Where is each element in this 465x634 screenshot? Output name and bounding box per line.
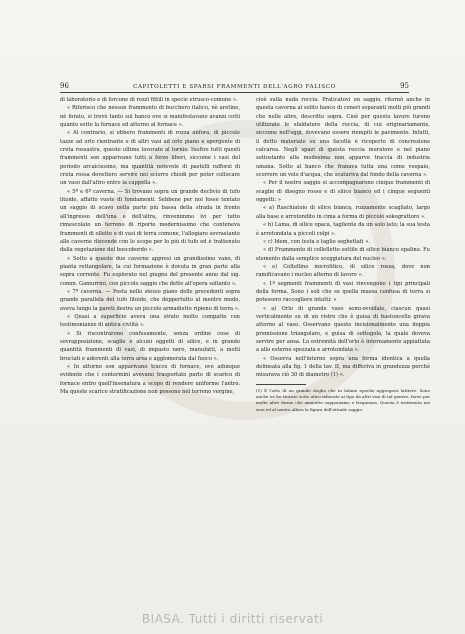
paragraph: « Al contrario, si ebbero frammenti di rozza anfora, di piccole tazze ad orlo rientrante e di altri vasi ad orlo piano e sporgente di creta rossastra, queste ultime lavorate al tornio. Inoltre tutti questi frammenti son apparivano tutti a forze liberi, siccome i vasi del periodo arcaicissimo, ma quantità notevole di pastelli rafforzi di creta rossa dovettero servire nei sciorre chiodi per poter collocare un vaso dall'altro entro la cappella ».: [60, 130, 240, 187]
list-item: « d) Frammento di collelletto sottile di silice bianco opalino. Fu elemento dalla semplice sceggiatura del nucleo ».: [256, 247, 430, 262]
right-page-number: 95: [400, 82, 409, 90]
list-item: « b) Lama, di silice opaca, tagliente da un solo lato; la sua testa è arrotondata a piccoli colpi ».: [256, 222, 430, 237]
paragraph: « Si riscontrarono confusamente, senza ordine cose di sovrapposizione, scaglie e alcuni oggetti di silice, e in grande quantità frammenti di vasi, di impasto nero, manufatti, a molti bruciati e aderenti alla terra arsa e agglomerata dal fuoco ».: [60, 330, 240, 362]
left-column: [60, 96, 240, 396]
copyright-stamp: BIASA. Tutti i diritti riservati: [141, 612, 324, 626]
paragraph: « Per il nostro saggio si accompagnarono cinque frammenti di scaglie di disegno rosso e di silice bianco ed i cinque seguenti oggetti: »: [256, 180, 430, 204]
list-item: « a) Orlo di grande vaso semi-ovoidale, ciascun quasi verticalmente su di un ristro che è guisa di bastoncello girava attorno al vaso. Osservano questo incisionalmente una doppia premissione triangolare, e guisa di sottogola, la quale doveva servire per ansa. Lo estremità dell'orlo è internamente appiattata a allo esterno spezzata e arrotondata ».: [256, 305, 430, 354]
list-item: « a) Raschiatoio di silice bianca, rozzamente scagliato, largo alla base e arrotondito in cima a forma di piccolo sokograttoro ».: [256, 205, 430, 220]
paragraph: « In attorno son apparivano tracce di fornace, ove adunque evidente che i contermini avevano trasportato parte di scarico di fornace entro quell'insenatura a scopo di rendere uniforme l'antro. Ma queste scarico stratificazione non possono nel terreno vergine,: [60, 364, 240, 396]
paragraph: « 1º segmenti frammenti di vasi rinvengono i tipi principali della forma. Sono i soli che se quella massa confusa di terra si potessero raccogliere intatti: »: [256, 280, 430, 304]
paragraph: « Sotto a queste due caverne appresi un grandissimo vano, di pianta rettangolare, la cui formazione è dovuta in gran parte alla sopra corrente. Fu esplorato nel giugno del presente anno dal sig. comm. Gamurrini, con piccolo saggio che dette all'opera soltanto ».: [60, 255, 240, 287]
paragraph: « Riferisco che nessun frammento di bucchero italico, nè aretino, nè forato, si trovò tanto sul banco ove si manifestavano avanzi cotti quanto sotto la fornace ed attorno al fornace ».: [60, 105, 240, 129]
header-rule: [60, 92, 409, 93]
paragraph: di laboratorio e di forcone di rozzi fittili in specie etrusco-comune ».: [60, 97, 238, 103]
page-header: [60, 82, 409, 90]
paragraph: « 7ª caverna. — Posta nello stesso piano delle precedenti sopra grande parallela del tufo litoide, che doppertutto al mentre modo, aveva lungo la pareti destra un piccolo armadietto ripieno di terra ».: [60, 288, 240, 312]
paragraph: cioè sulla nuda roccia. Praticatovi un saggio, ritornò anche in questa caverna al solito banco di ceneri separanti molti più grandi che nelle altre, descritto sopra. Cioè per questo lavoro furono utilizzate le sfaldature della roccia, di cui originariamente, siccome nell'oggi, dovevano essere riempiti le pavimento. Infatti, il detto materiale su una facoltà è ricoperto di concrezione calcarea. Negli spazi di questa roccia muratore e nel piano sottostante alla medesima non apparve traccia di industria umana. Sotto al banco che franava tutta una come vespaio, scorrere un velo d'acqua, che scaturiva dal fondo della caverna ».: [256, 97, 430, 179]
footnote-rule: [256, 384, 306, 385]
paragraph: « Quasi a superficie aveva una strato molto compatto con testimonianze di antica civiltà ».: [60, 313, 240, 329]
running-title: CAPITOLETTI E SPARSI FRAMMENTI DELL'AGRO FALISCO: [133, 84, 336, 90]
list-item: « e) Coltellino microlitico, di silice rossa, dove non ramificavano i nucleo alterno di lavoro ».: [256, 263, 430, 279]
list-item: « c) Idem, con testa e taglio seghettati ».: [263, 238, 370, 245]
left-page-number: 96: [60, 82, 69, 90]
footnote: (1) È l'orlo di un grande doglio che in talune epoche aggregava lattiere. Sono anche ne ho trovato sotto altro infiorate ai tipo da altri vasi di tal genere, forse per molte altre forme che ammette supponiamo e frequenza. Questa è trattenuta nei suoi ed al nostro allora la figura dell'attuale saggio.: [256, 387, 430, 412]
paragraph: « 5ª e 6ª caverna. — Si trovano sopra un grande declivio di tufo litoide, affatto vuote di fondamenti. Sebbene per noi fosse tentato un saggio di scavo nella parte più bassa della strada in fronte all'ingresso dell'una e dell'altra, rinvenimmo ivi per tutto rimescolato un terreno di riporto modernissimo che conteneva frammenti di ollette e di vasi di terra comune, l'allogiare sovrastante alle caverne discende con lo scopo per lo più di tufo ed è trattenuto dalla vegetazione del boscobordo ».: [60, 188, 240, 254]
right-column: [256, 96, 430, 413]
paragraph: « Osserva nell'interno sopra una forma identica a quella delineata alla fig. 1 della tav. II, ma differiva in grandezza perchè misurava ciò 30 di diametro (1) ».: [256, 355, 430, 379]
